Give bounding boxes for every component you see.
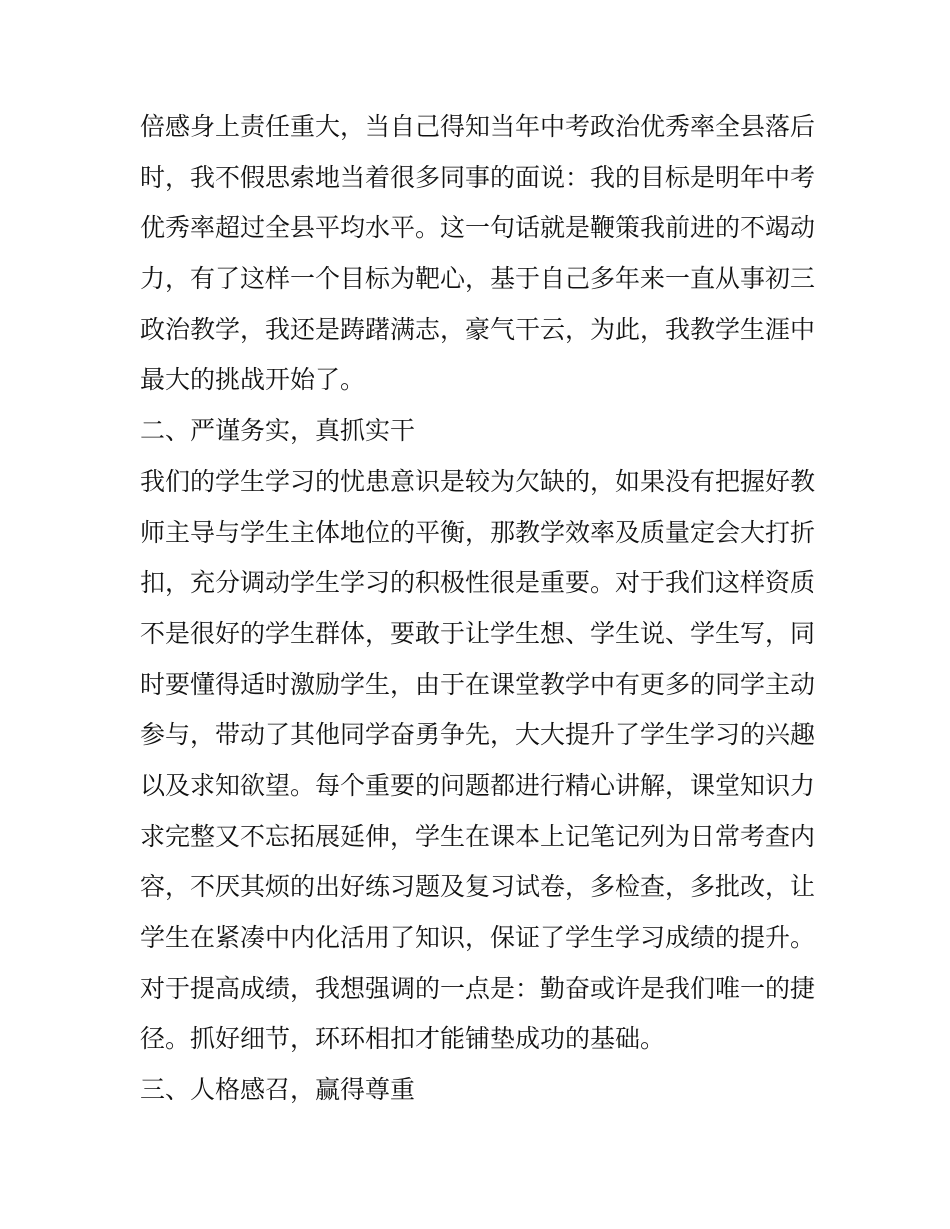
paragraph-line: 力，有了这样一个目标为靶心，基于自己多年来一直从事初三 bbox=[140, 264, 816, 294]
paragraph-line: 参与，带动了其他同学奋勇争先，大大提升了学生学习的兴趣 bbox=[140, 720, 816, 750]
paragraph-line: 时，我不假思索地当着很多同事的面说：我的目标是明年中考 bbox=[140, 162, 816, 192]
paragraph-line: 师主导与学生主体地位的平衡，那教学效率及质量定会大打折 bbox=[140, 517, 816, 547]
paragraph-line: 政治教学，我还是踌躇满志，豪气干云，为此，我教学生涯中 bbox=[140, 314, 816, 344]
paragraph-line: 扣，充分调动学生学习的积极性很是重要。对于我们这样资质 bbox=[140, 568, 816, 598]
paragraph-line: 求完整又不忘拓展延伸，学生在课本上记笔记列为日常考查内 bbox=[140, 821, 816, 851]
paragraph-line: 径。抓好细节，环环相扣才能铺垫成功的基础。 bbox=[140, 1024, 666, 1054]
section-heading: 二、严谨务实，真抓实干 bbox=[140, 416, 416, 446]
paragraph-line: 倍感身上责任重大，当自己得知当年中考政治优秀率全县落后 bbox=[140, 112, 816, 141]
paragraph-line: 时要懂得适时激励学生，由于在课堂教学中有更多的同学主动 bbox=[140, 669, 816, 699]
paragraph-line: 最大的挑战开始了。 bbox=[140, 365, 366, 395]
paragraph-line: 对于提高成绩，我想强调的一点是：勤奋或许是我们唯一的捷 bbox=[140, 973, 816, 1003]
paragraph-line: 优秀率超过全县平均水平。这一句话就是鞭策我前进的不竭动 bbox=[140, 213, 816, 243]
paragraph-line: 容，不厌其烦的出好练习题及复习试卷，多检查，多批改，让 bbox=[140, 872, 816, 902]
paragraph-line: 学生在紧凑中内化活用了知识，保证了学生学习成绩的提升。 bbox=[140, 923, 816, 952]
paragraph-line: 不是很好的学生群体，要敢于让学生想、学生说、学生写，同 bbox=[140, 618, 816, 648]
paragraph-line: 以及求知欲望。每个重要的问题都进行精心讲解，课堂知识力 bbox=[140, 770, 816, 800]
section-heading: 三、人格感召，赢得尊重 bbox=[140, 1075, 416, 1105]
paragraph-line: 我们的学生学习的忧患意识是较为欠缺的，如果没有把握好教 bbox=[140, 466, 816, 496]
document-body bbox=[140, 102, 820, 1116]
